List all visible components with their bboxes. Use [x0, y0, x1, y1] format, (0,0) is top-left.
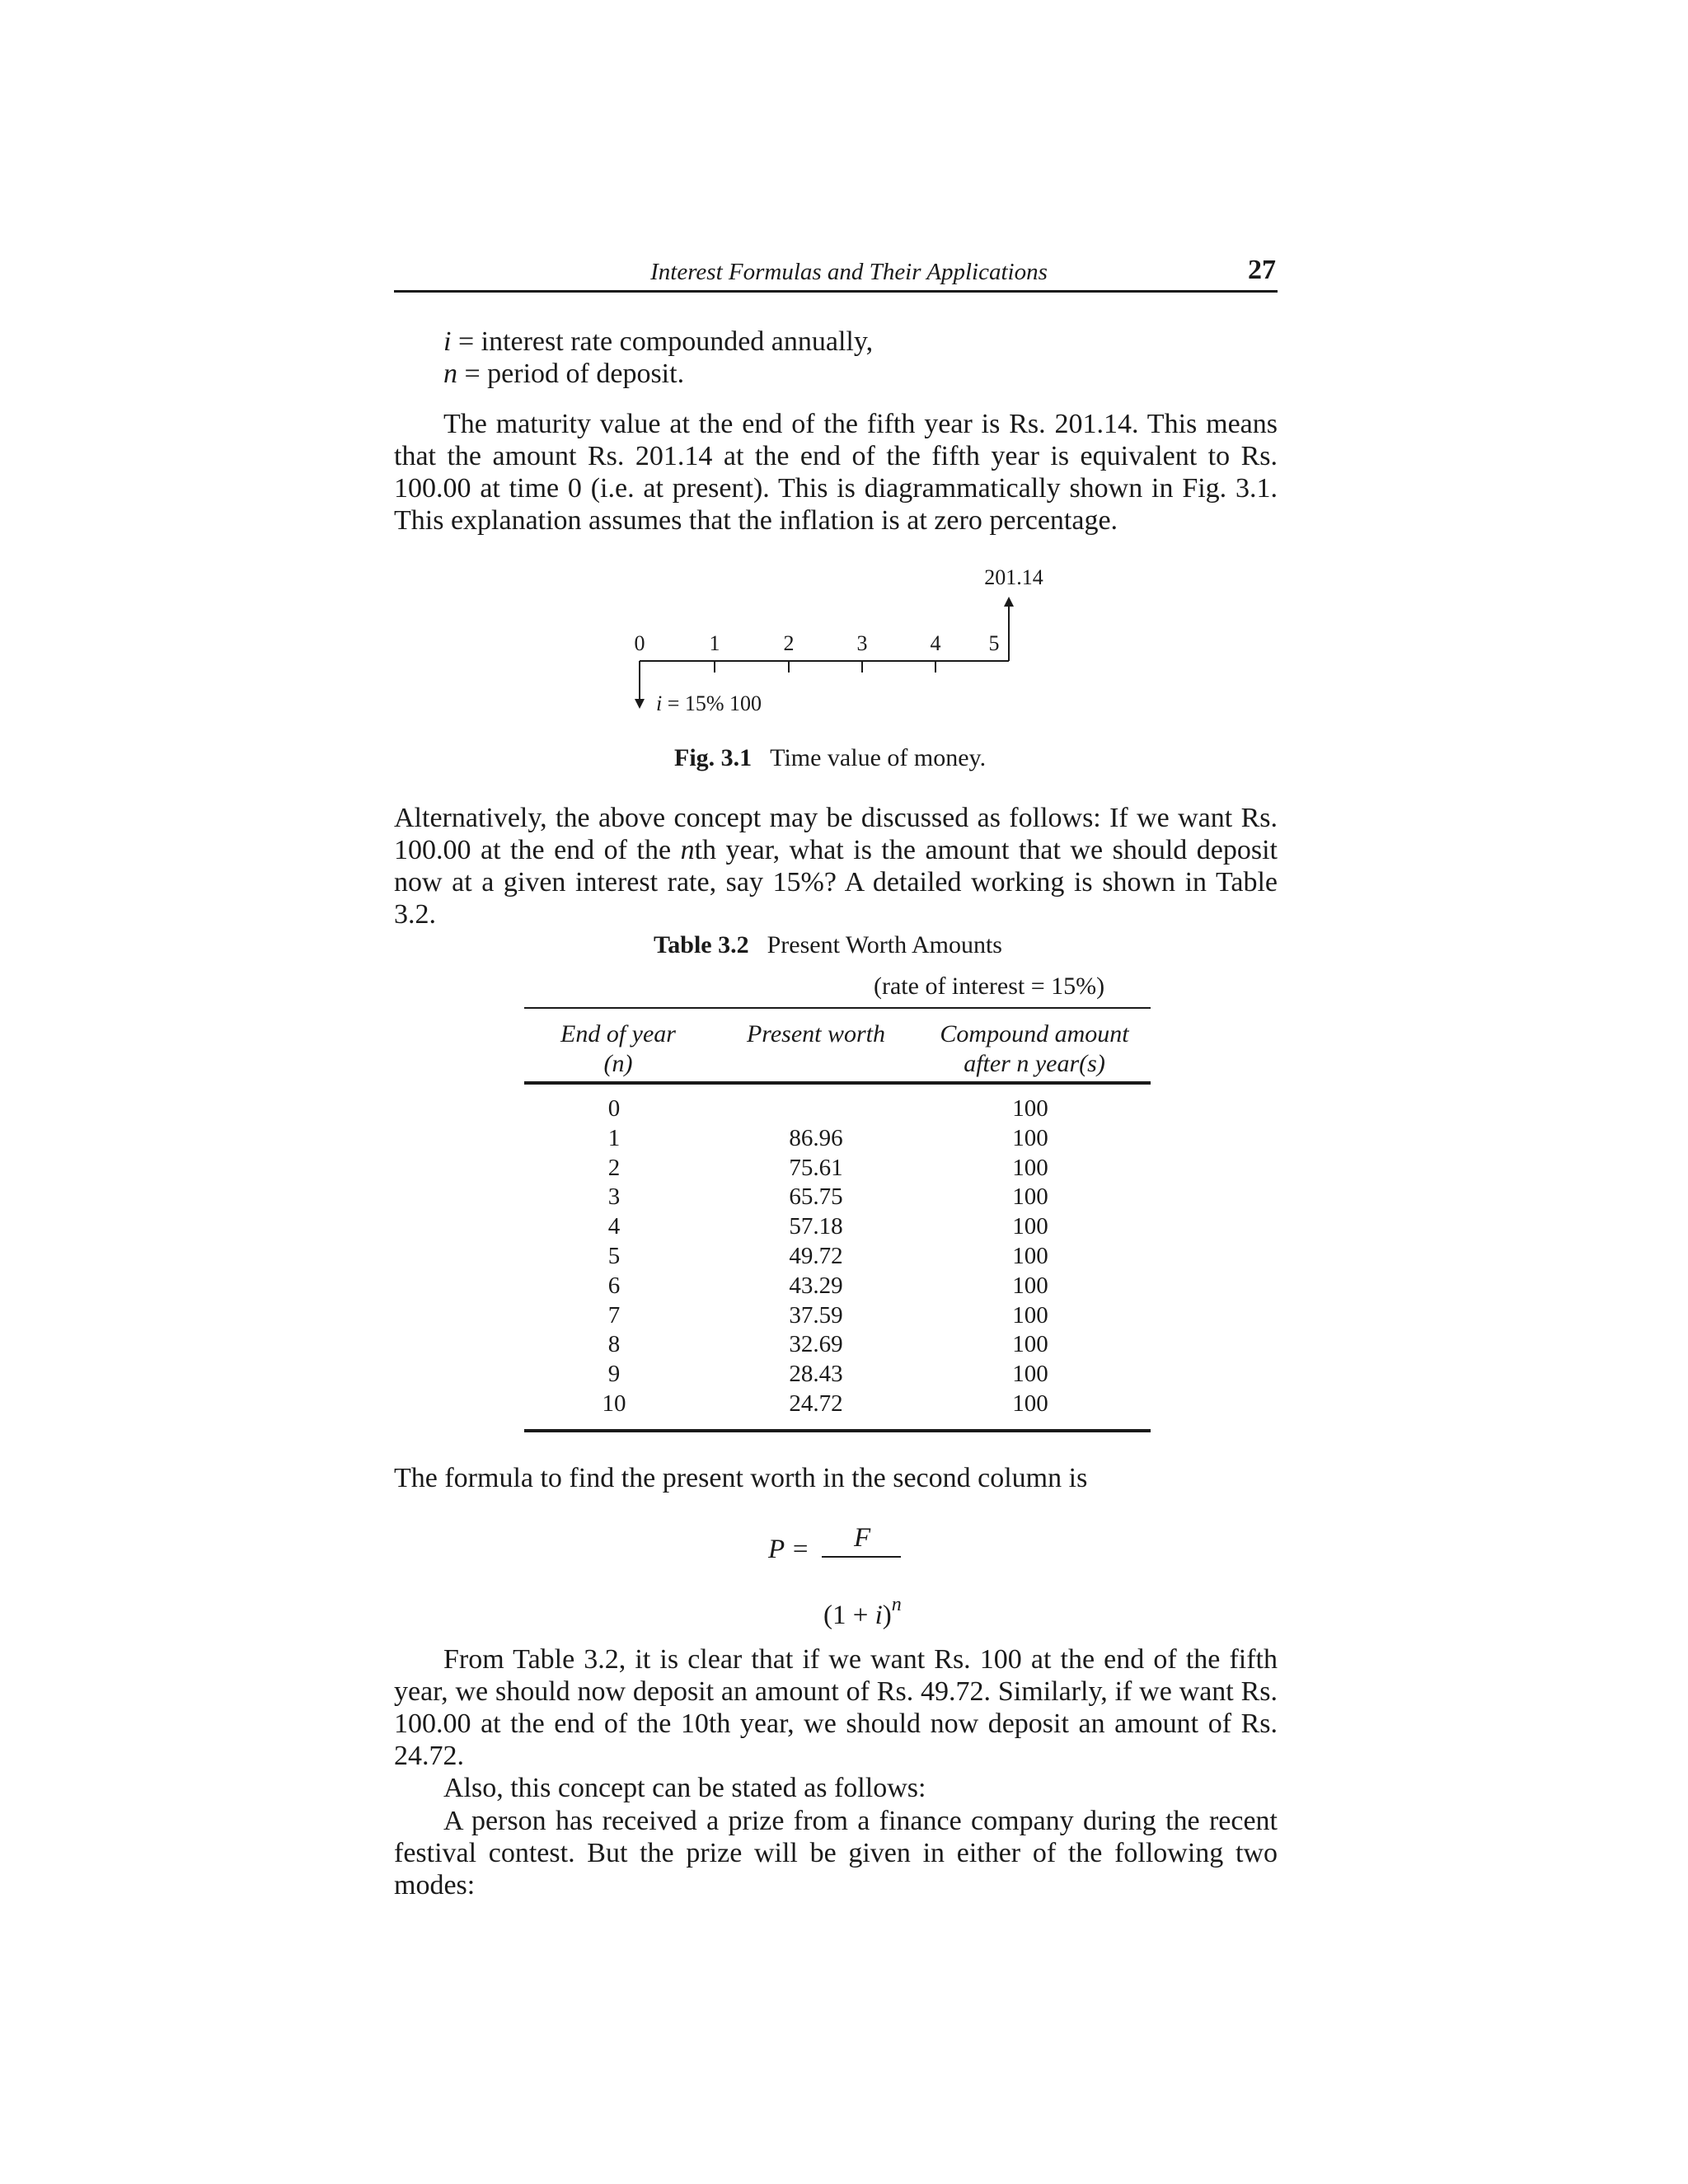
period-label: 1: [709, 631, 720, 655]
period-label: 0: [634, 631, 645, 655]
table-cell: 100: [1012, 1361, 1048, 1388]
formula-numerator: F: [854, 1523, 871, 1553]
definition-interest-rate: i = interest rate compounded annually,: [443, 326, 874, 357]
table-cell: 9: [607, 1361, 621, 1388]
table-cell: 65.75: [789, 1183, 843, 1211]
present-value-arrowhead: [635, 699, 645, 709]
period-label: 2: [783, 631, 795, 655]
column-present-worth: [758, 1094, 874, 1419]
table-cell: 24.72: [789, 1390, 843, 1417]
table-cell: 5: [607, 1242, 621, 1269]
future-value-label: 201.14: [984, 565, 1043, 589]
table-cell: 49.72: [789, 1242, 843, 1269]
table-bottom-rule: [524, 1429, 1151, 1432]
table-cell: 100: [1012, 1242, 1048, 1269]
paragraph-concept-statement: Also, this concept can be stated as follows:: [443, 1773, 926, 1803]
table-cell: 4: [607, 1213, 621, 1240]
table-cell: 0: [607, 1095, 621, 1122]
table-cell: 100: [1012, 1331, 1048, 1358]
figure-caption: Fig. 3.1 Time value of money.: [674, 744, 987, 771]
future-value-arrowhead: [1004, 597, 1014, 607]
table-cell: 2: [607, 1154, 621, 1181]
table-cell: 7: [607, 1301, 621, 1329]
period-label: 5: [988, 631, 1000, 655]
table-cell: 28.43: [789, 1361, 843, 1388]
table-top-rule: [524, 1007, 1151, 1009]
rate-and-present-value-label: i = 15% 100: [656, 691, 762, 715]
formula-denominator: $(1 + i)^n$: [823, 1594, 902, 1630]
period-label: 3: [856, 631, 868, 655]
table-cell: 100: [1012, 1390, 1048, 1417]
header-compound-amount: Compound amount after n year(s): [940, 1020, 1129, 1077]
table-cell: 8: [607, 1331, 621, 1358]
table-cell: 75.61: [789, 1154, 843, 1181]
table-cell: 43.29: [789, 1272, 843, 1299]
table-caption: Table 3.2 Present Worth Amounts: [654, 931, 1002, 958]
paragraph-maturity-value: The maturity value at the end of the fifth year is Rs. 201.14. This means that the amount Rs. 201.14 at the end of the fifth year is equivalent to Rs. 100.00 at time 0 (i.e. at present). This is diagrammatically shown in Fig. 3.1. This explanation assumes that the inflation is at zero percentage.: [394, 409, 1278, 536]
table-cell: 37.59: [789, 1301, 843, 1329]
header-present-worth: Present worth: [746, 1020, 886, 1047]
fraction-bar: [822, 1556, 901, 1558]
table-cell: 100: [1012, 1213, 1048, 1240]
table-cell: 32.69: [789, 1331, 843, 1358]
table-cell: 86.96: [789, 1124, 843, 1151]
table-cell: 100: [1012, 1272, 1048, 1299]
table-cell: 100: [1012, 1095, 1048, 1122]
time-value-diagram: [610, 560, 1071, 725]
table-cell: 100: [1012, 1301, 1048, 1329]
table-cell: 10: [602, 1390, 626, 1417]
formula-lhs: P =: [768, 1535, 810, 1564]
formula-intro: The formula to find the present worth in the second column is: [394, 1463, 1088, 1493]
definition-period: n = period of deposit.: [443, 359, 685, 389]
running-header-title: Interest Formulas and Their Applications: [650, 259, 1048, 285]
table-cell: 3: [607, 1183, 621, 1211]
column-end-of-year: [560, 1094, 668, 1419]
header-end-of-year: End of year (n): [560, 1020, 676, 1077]
table-cell: 1: [607, 1124, 621, 1151]
paragraph-prize-example: A person has received a prize from a finance company during the recent festival contest. But the prize will be given in either of the following two modes:: [394, 1806, 1278, 1900]
paragraph-alternative-concept: Alternatively, the above concept may be discussed as follows: If we want Rs. 100.00 at the end of the nth year, what is the amount that we should deposit now at a given interest rate, say 15%? A detailed working is shown in Table 3.2.: [394, 803, 1278, 930]
table-cell: 6: [607, 1272, 621, 1299]
table-cell: 57.18: [789, 1213, 843, 1240]
table-cell: 100: [1012, 1124, 1048, 1151]
column-compound-amount: [973, 1094, 1088, 1419]
table-cell: 100: [1012, 1183, 1048, 1211]
table-rate-note: (rate of interest = 15%): [874, 972, 1105, 1000]
table-cell: 100: [1012, 1154, 1048, 1181]
paragraph-table-interpretation: From Table 3.2, it is clear that if we want Rs. 100 at the end of the fifth year, we should now deposit an amount of Rs. 49.72. Similarly, if we want Rs. 100.00 at the end of the 10th year, we should now deposit an amount of Rs. 24.72.: [394, 1644, 1278, 1771]
header-rule: [394, 290, 1278, 293]
page-number: 27: [1248, 255, 1276, 285]
table-cell: [758, 1094, 874, 1124]
table-header-rule: [524, 1081, 1151, 1085]
period-label: 4: [930, 631, 941, 655]
